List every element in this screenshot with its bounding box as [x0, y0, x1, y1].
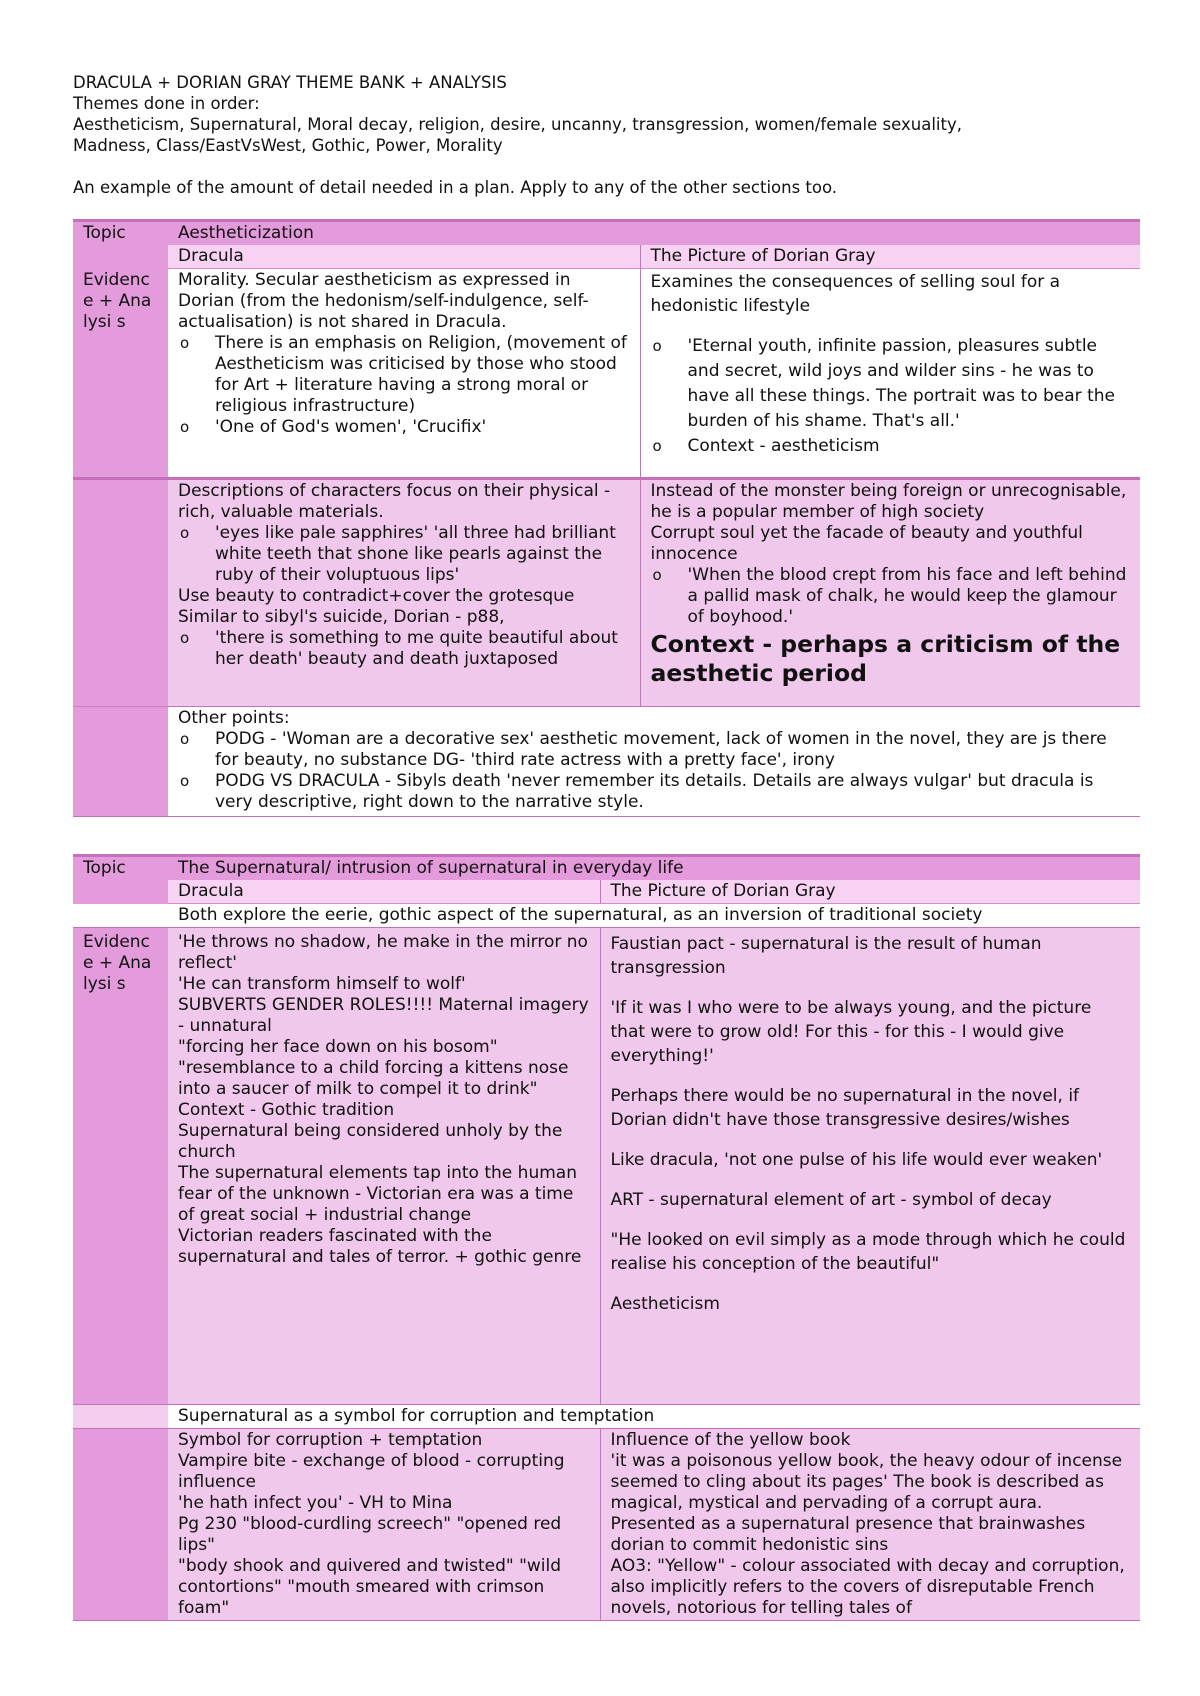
topic-title: The Supernatural/ intrusion of supernatural in everyday life	[168, 856, 1140, 881]
dorian-para: "He looked on evil simply as a mode through which he could realise his conception of the beautiful"	[610, 1230, 1126, 1274]
column-header-dorian: The Picture of Dorian Gray	[640, 245, 1140, 269]
list-item: o 'there is something to me quite beautiful about her death' beauty and death juxtaposed	[178, 628, 630, 670]
other-points-cell	[168, 707, 1140, 817]
dorian-para: ART - supernatural element of art - symbol of decay	[610, 1190, 1052, 1210]
list-item: o PODG - 'Woman are a decorative sex' aesthetic movement, lack of women in the novel, they are js there for beauty, no substance DG- 'third rate actress with a pretty face', irony	[178, 729, 1130, 771]
list-item: o Context - aestheticism	[651, 434, 1131, 459]
evidence-analysis-label: Evidenc e + Analysi s	[73, 269, 168, 479]
dracula-line: 'He can transform himself to wolf'	[178, 974, 466, 994]
dracula-cell	[168, 928, 600, 1405]
dracula-line: Victorian readers fascinated with the supernatural and tales of terror. + gothic genre	[178, 1226, 582, 1267]
list-item: o 'One of God's women', 'Crucifix'	[178, 417, 630, 438]
column-header-dracula: Dracula	[168, 245, 640, 269]
topic-label: Topic	[73, 856, 168, 881]
dorian-para: Faustian pact - supernatural is the result of human transgression	[610, 934, 1042, 978]
detail-note: An example of the amount of detail needed in a plan. Apply to any of the other sections too.	[73, 178, 838, 197]
dracula-line: The supernatural elements tap into the human fear of the unknown - Victorian era was a time of great social + industrial change	[178, 1163, 577, 1225]
dorian-line: 'it was a poisonous yellow book, the heavy odour of incense seemed to cling about its pages' The book is described as magical, mystical and pervading of a corrupt aura. Presented as a supernatural presence that brainwashes dorian to commit hedonistic sins	[610, 1451, 1123, 1555]
list-item: o 'Eternal youth, infinite passion, pleasures subtle and secret, wild joys and wilder sins - he was to have all these things. The portrait was to bear the burden of his shame. That's all.'	[651, 334, 1131, 434]
themes-line-1: Aestheticism, Supernatural, Moral decay, religion, desire, uncanny, transgression, women/female sexuality,	[73, 115, 962, 134]
dorian-intro: Instead of the monster being foreign or unrecognisable, he is a popular member of high society	[650, 481, 1127, 522]
dorian-note: Corrupt soul yet the facade of beauty and youthful innocence	[650, 523, 1083, 564]
dorian-cell	[600, 928, 1140, 1405]
dorian-context: Context - perhaps a criticism of the aesthetic period	[650, 630, 1121, 687]
dracula-line: 'he hath infect you' - VH to Mina	[178, 1493, 453, 1513]
dorian-cell	[640, 269, 1140, 479]
list-item: o PODG VS DRACULA - Sibyls death 'never remember its details. Details are always vulgar' but dracula is very descriptive, right down to the narrative style.	[178, 771, 1130, 813]
dorian-line: AO3: "Yellow" - colour associated with decay and corruption, also implicitly refers to the covers of disreputable French novels, notorious for telling tales of	[610, 1556, 1125, 1618]
subheading-row: Supernatural as a symbol for corruption and temptation	[168, 1405, 1140, 1429]
evidence-analysis-label: Evidenc e + Analysi s	[73, 928, 168, 1405]
dorian-cell	[600, 1429, 1140, 1621]
dracula-line: Symbol for corruption + temptation	[178, 1430, 483, 1450]
dorian-intro: Examines the consequences of selling soul for a hedonistic lifestyle	[650, 272, 1061, 316]
dracula-note: Use beauty to contradict+cover the grotesque	[178, 586, 575, 606]
topic-label: Topic	[73, 221, 168, 246]
dorian-para: Aestheticism	[610, 1294, 720, 1314]
dracula-line: "body shook and quivered and twisted" "wild contortions" "mouth smeared with crimson foam"	[178, 1556, 562, 1618]
dracula-cell	[168, 1429, 600, 1621]
dracula-intro: Morality. Secular aestheticism as expressed in Dorian (from the hedonism/self-indulgence, self-actualisation) is not shared in Dracula.	[178, 270, 589, 332]
dorian-cell	[640, 479, 1140, 707]
dracula-line: Pg 230 "blood-curdling screech" "opened red lips"	[178, 1514, 562, 1555]
document-page	[73, 72, 1140, 1621]
supernatural-table	[73, 854, 1140, 1621]
dorian-para: Like dracula, 'not one pulse of his life would ever weaken'	[610, 1150, 1103, 1170]
list-item: o There is an emphasis on Religion, (movement of Aestheticism was criticised by those who stood for Art + literature having a strong moral or religious infrastructure)	[178, 333, 630, 417]
both-explore-row: Both explore the eerie, gothic aspect of the supernatural, as an inversion of traditional society	[168, 904, 1140, 928]
dorian-para: 'If it was I who were to be always young, and the picture that were to grow old! For this - for this - I would give everything!'	[610, 998, 1092, 1066]
document-header	[73, 72, 1140, 156]
dracula-line: Vampire bite - exchange of blood - corrupting influence	[178, 1451, 565, 1492]
list-item: o 'eyes like pale sapphires' 'all three had brilliant white teeth that shone like pearls against the ruby of their voluptuous lips'	[178, 523, 630, 586]
dorian-para: Perhaps there would be no supernatural in the novel, if Dorian didn't have those transgressive desires/wishes	[610, 1086, 1080, 1130]
dracula-line: 'He throws no shadow, he make in the mirror no reflect'	[178, 932, 588, 973]
dracula-line: "forcing her face down on his bosom" "resemblance to a child forcing a kittens nose into a saucer of milk to compel it to drink" Context - Gothic tradition	[178, 1037, 569, 1120]
dracula-cell	[168, 269, 640, 479]
dracula-cell	[168, 479, 640, 707]
list-item: o 'When the blood crept from his face and left behind a pallid mask of chalk, he would keep the glamour of boyhood.'	[651, 565, 1131, 628]
document-title: DRACULA + DORIAN GRAY THEME BANK + ANALYSIS	[73, 73, 507, 92]
themes-line-2: Madness, Class/EastVsWest, Gothic, Power, Morality	[73, 136, 503, 155]
aestheticization-table	[73, 219, 1140, 817]
column-header-dorian: The Picture of Dorian Gray	[600, 880, 1140, 904]
dracula-intro: Descriptions of characters focus on their physical - rich, valuable materials.	[178, 481, 611, 522]
dorian-line: Influence of the yellow book	[610, 1430, 851, 1450]
other-points-label: Other points:	[178, 708, 290, 728]
column-header-dracula: Dracula	[168, 880, 600, 904]
dracula-line: Supernatural being considered unholy by the church	[178, 1121, 563, 1162]
topic-title: Aestheticization	[168, 221, 1140, 246]
themes-label: Themes done in order:	[73, 94, 260, 113]
dracula-line: SUBVERTS GENDER ROLES!!!! Maternal imagery - unnatural	[178, 995, 589, 1036]
dracula-note: Similar to sibyl's suicide, Dorian - p88,	[178, 607, 505, 627]
